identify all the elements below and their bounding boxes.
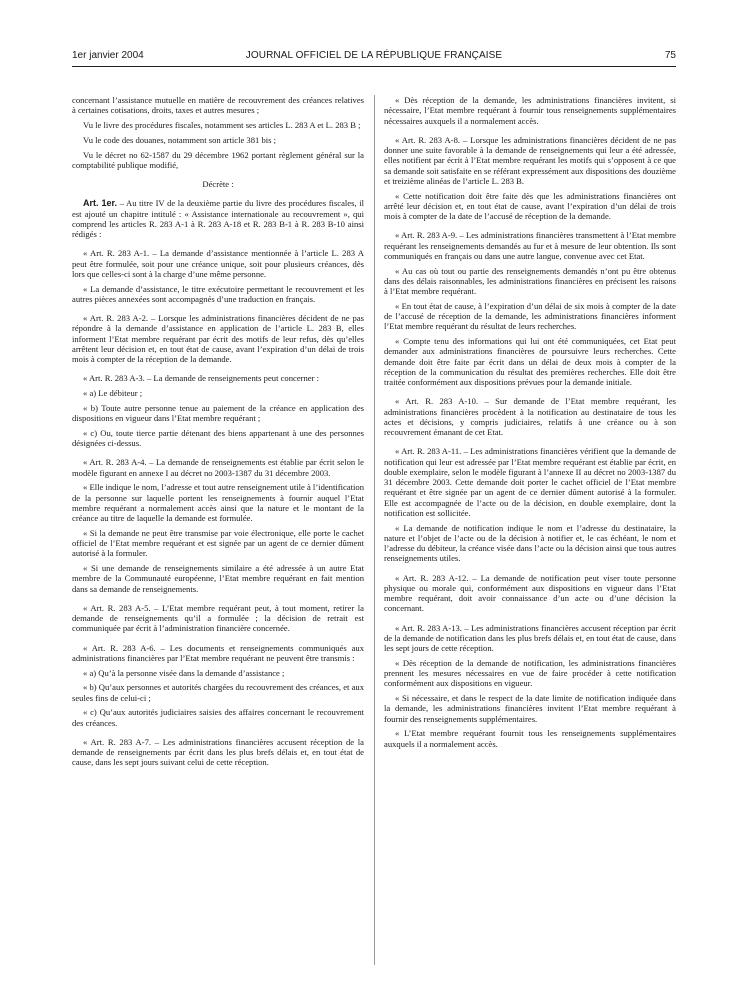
paragraph: « Au cas où tout ou partie des renseignements demandés n’ont pu être obtenus dans des délais raisonnables, les administrations financières en précisent les raisons à l’Etat membre requérant. xyxy=(384,265,676,296)
paragraph: « c) Ou, toute tierce partie détenant des biens appartenant à une des personnes désignées ci-dessus. xyxy=(72,427,364,448)
paragraph: « Si la demande ne peut être transmise par voie électronique, elle porte le cachet officiel de l’Etat membre requérant et est signée par un agent de ce dernier dûment autorisé à la formuler. xyxy=(72,527,364,559)
paragraph xyxy=(72,198,364,239)
left-column xyxy=(72,95,364,772)
paragraph: « En tout état de cause, à l’expiration d’un délai de six mois à compter de la date de l’accusé de réception de la demande, les administrations financières informent l’Etat membre requérant du résultat de leurs recherches. xyxy=(384,300,676,332)
paragraph: « Art. R. 283 A-12. – La demande de notification peut viser toute personne physique ou morale qui, conformément aux dispositions en vigueur dans l’Etat membre requérant, doit avoir connaissance d’un acte ou d’une décision la concernant. xyxy=(384,572,676,614)
header-rule xyxy=(72,66,676,67)
paragraph: « Art. R. 283 A-7. – Les administrations financières accusent réception de la demande de renseignements par écrit dans les plus brefs délais et, en tout état de cause, dans les sept jours suivant celui de cette réception. xyxy=(72,736,364,768)
paragraph: « Dès réception de la demande de notification, les administrations financières prennent les mesures nécessaires en vue de faire procéder à cette notification conformément aux dispositions en vigueur. xyxy=(384,657,676,689)
paragraph: « Art. R. 283 A-9. – Les administrations financières transmettent à l’Etat membre requérant les renseignements demandés au fur et à mesure de leur obtention. Ils sont communiqués en français ou dans une autre langue, convenue avec cet Etat. xyxy=(384,230,676,261)
paragraph: « Art. R. 283 A-8. – Lorsque les administrations financières décident de ne pas donner une suite favorable à la demande de renseignements qui leur a été adressée, elles notifient par écrit à l’Etat membre requérant les motifs qui s’opposent à ce que sa demande soit satisfaite en se référant expressément aux dispositions des douzième et treizième alinéas de l’article L. 283 B. xyxy=(384,134,676,186)
header-title: JOURNAL OFFICIEL DE LA RÉPUBLIQUE FRANÇAISE xyxy=(245,50,503,61)
paragraph: « Si une demande de renseignements similaire a été adressée à un autre Etat membre de la Communauté européenne, l’Etat membre requérant en fait mention dans sa demande de renseignements. xyxy=(72,563,364,594)
paragraph: « Art. R. 283 A-11. – Les administrations financières vérifient que la demande de notification qui leur est adressée par l’Etat membre requérant est établie par écrit, en double exemplaire, selon le modèle figurant à l’annexe II au décret no 2003-1387 du 31 décembre 2003. Cette demande doit porter le cachet officiel de l’Etat membre requérant et être signée par un agent de ce dernier dûment autorisé à la formuler. Elle est accompagnée de l’acte ou de la décision, en double exemplaire, dont la notification est sollicitée. xyxy=(384,446,676,518)
paragraph: « L’Etat membre requérant fournit tous les renseignements supplémentaires auxquels il a normalement accès. xyxy=(384,728,676,749)
paragraph: « Art. R. 283 A-6. – Les documents et renseignements communiqués aux administrations financières par l’Etat membre requérant ne peuvent être transmis : xyxy=(72,642,364,663)
header-date: 1er janvier 2004 xyxy=(72,50,144,61)
paragraph: « La demande de notification indique le nom et l’adresse du destinataire, la nature et l’objet de l’acte ou de la décision à notifier et, le cas échéant, le nom et l’adresse du débiteur, la créance visée dans l’acte ou la décision ainsi que tous autres renseignements utiles. xyxy=(384,522,676,564)
paragraph: « Art. R. 283 A-5. – L’Etat membre requérant peut, à tout moment, retirer la demande de renseignements qu’il a formulée ; la décision de retrait est communiquée par écrit à l’administration financière concernée. xyxy=(72,602,364,634)
paragraph: Vu le livre des procédures fiscales, notamment ses articles L. 283 A et L. 283 B ; xyxy=(83,120,361,130)
paragraph: « Art. R. 283 A-10. – Sur demande de l’Etat membre requérant, les administrations financières procèdent à la notification au destinataire de tous les actes et décisions, y compris judiciaires, relatifs à une créance ou à son recouvrement émanant de cet Etat. xyxy=(384,396,676,437)
paragraph: « b) Toute autre personne tenue au paiement de la créance en application des dispositions en vigueur dans l’Etat membre requérant ; xyxy=(72,402,364,423)
paragraph: « Art. R. 283 A-4. – La demande de renseignements est établie par écrit selon le modèle figurant en annexe I au décret no 2003-1387 du 31 décembre 2003. xyxy=(72,457,364,478)
article-label: Art. 1er. xyxy=(83,198,117,209)
paragraph: « a) Le débiteur ; xyxy=(83,388,143,398)
paragraph: « Art. R. 283 A-13. – Les administrations financières accusent réception par écrit de la demande de notification dans les plus brefs délais et, en tout état de cause, dans les sept jours de cette réception. xyxy=(384,622,676,653)
paragraph: « Art. R. 283 A-3. – La demande de renseignements peut concerner : xyxy=(83,373,320,384)
paragraph: Vu le code des douanes, notamment son article 381 bis ; xyxy=(83,134,277,145)
paragraph: « c) Qu’aux autorités judiciaires saisies des affaires concernant le recouvrement des créances. xyxy=(72,707,364,728)
paragraph: « a) Qu’à la personne visée dans la demande d’assistance ; xyxy=(83,667,285,678)
paragraph: « Elle indique le nom, l’adresse et tout autre renseignement utile à l’identification de la personne sur laquelle portent les renseignements à fournir auquel l’Etat membre requérant a normalement accès ainsi que la nature et le montant de la créance au titre de laquelle la demande est formulée. xyxy=(72,482,364,523)
paragraph: « Art. R. 283 A-2. – Lorsque les administrations financières décident de ne pas répondre à la demande d’assistance en application de l’article L. 283 B, elles informent l’Etat membre requérant par écrit des motifs de leur refus, dès qu’elles arrêtent leur décision et, en tout état de cause, avant l’expiration d’un délai de trois mois à compter de la réception de la demande. xyxy=(72,313,364,364)
paragraph: Vu le décret no 62-1587 du 29 décembre 1962 portant règlement général sur la comptabilité publique modifié, xyxy=(72,149,364,170)
paragraph: « Si nécessaire, et dans le respect de la date limite de notification indiquée dans la demande, les administrations financières invitent l’Etat membre requérant à fournir des renseignements supplémentaires. xyxy=(384,693,676,724)
paragraph: « Compte tenu des informations qui lui ont été communiquées, cet Etat peut demander aux administrations financières de poursuivre leurs recherches. Cette demande doit être faite par écrit dans un délai de deux mois à compter de la réception de la communication du résultat des premières recherches. Elle doit être traitée conformément aux dispositions prévues pour la demande initiale. xyxy=(384,336,676,387)
header-page-number: 75 xyxy=(664,50,676,61)
paragraph: « La demande d’assistance, le titre exécutoire permettant le recouvrement et les autres pièces annexées sont accompagnés d’une traduction en français. xyxy=(72,283,364,304)
right-column xyxy=(384,95,676,753)
article-text: – Au titre IV de la deuxième partie du livre des procédures fiscales, il est ajouté un chapitre intitulé : « Assistance internationale au recouvrement », qui comprend les articles R. 283 A-1 à R. 283 A-18 et R. 283 B-1 à R. 283 B-10 ainsi rédigés : xyxy=(72,198,364,239)
page-header xyxy=(72,50,676,64)
paragraph: « Cette notification doit être faite dès que les administrations financières ont arrêté leur décision et, en tout état de cause, avant l’expiration d’un délai de trois mois à compter de la date de l’accusé de réception de la demande. xyxy=(384,190,676,221)
paragraph: « Dès réception de la demande, les administrations financières invitent, si nécessaire, l’Etat membre requérant à fournir tous renseignements supplémentaires nécessaires auxquels il a normalement accès. xyxy=(384,95,676,126)
paragraph: « b) Qu’aux personnes et autorités chargées du recouvrement des créances, et aux seules fins de celui-ci ; xyxy=(72,682,364,703)
paragraph: « Art. R. 283 A-1. – La demande d’assistance mentionnée à l’article L. 283 A peut être formulée, soit pour une créance unique, soit pour plusieurs créances, dès lors que celles-ci sont à la charge d’une même personne. xyxy=(72,248,364,279)
paragraph: concernant l’assistance mutuelle en matière de recouvrement des créances relatives à certaines cotisations, droits, taxes et autres mesures ; xyxy=(72,95,364,116)
paragraph: Décrète : xyxy=(202,179,234,189)
column-divider xyxy=(374,95,375,965)
